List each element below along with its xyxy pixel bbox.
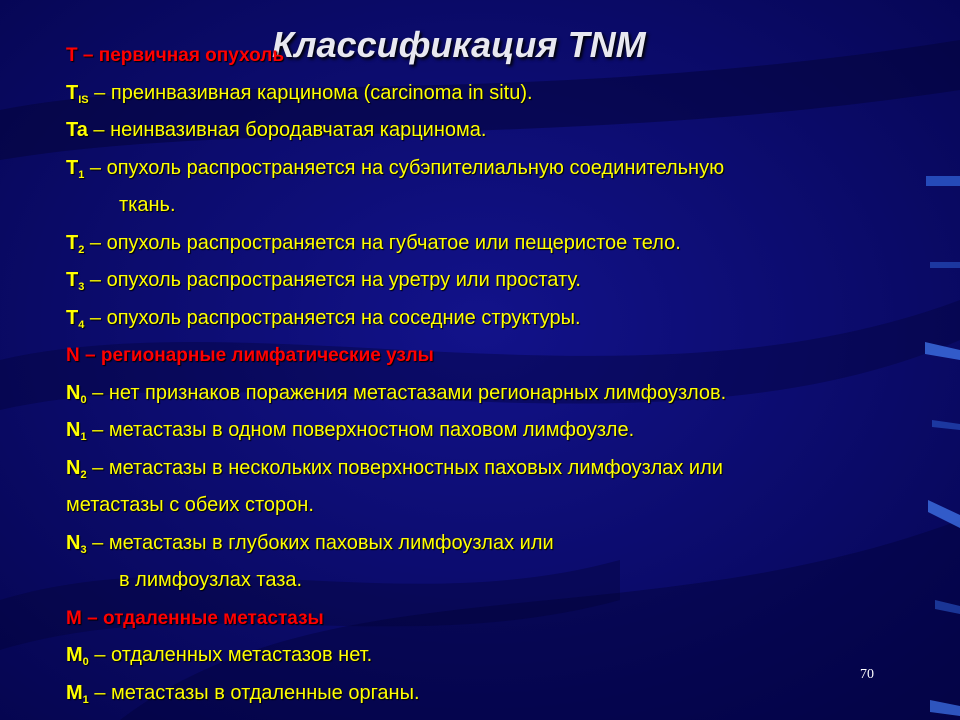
list-item-continuation: метастазы с обеих сторон. xyxy=(66,494,314,516)
stage-code-subscript: 4 xyxy=(78,318,85,331)
stage-code-subscript: 1 xyxy=(80,431,87,443)
stage-description: – метастазы в глубоких паховых лимфоузлах или xyxy=(86,531,554,554)
stage-code-subscript: 0 xyxy=(82,656,89,668)
stage-code-letter: N xyxy=(66,381,81,404)
list-item xyxy=(66,75,916,113)
stage-code-subscript: IS xyxy=(78,93,89,106)
stage-code-letter: M xyxy=(66,681,83,704)
stage-description: – метастазы в нескольких поверхностных паховых лимфоузлах или xyxy=(86,456,723,479)
list-item xyxy=(66,637,916,675)
stage-code xyxy=(66,382,87,404)
stage-code xyxy=(66,419,87,441)
list-item xyxy=(66,150,916,188)
stage-description: – метастазы в одном поверхностном паховом лимфоузле. xyxy=(86,419,635,441)
list-item xyxy=(66,675,916,713)
list-item xyxy=(66,300,916,338)
stage-description: – опухоль распространяется на уретру или простату. xyxy=(84,269,581,291)
stage-description: – метастазы в отдаленные органы. xyxy=(88,681,420,704)
stage-code-letter: T xyxy=(66,269,79,291)
stage-code-letter: T xyxy=(66,156,79,179)
list-item xyxy=(66,525,916,563)
stage-description: – отдаленных метастазов нет. xyxy=(88,644,373,666)
stage-code-subscript: 0 xyxy=(80,393,87,406)
stage-code-letter: N xyxy=(66,531,81,554)
stage-code xyxy=(66,532,87,554)
list-item-continuation: ткань. xyxy=(119,194,176,216)
stage-description: – преинвазивная карцинома (carcinoma in situ). xyxy=(88,81,533,104)
stage-code xyxy=(66,232,84,254)
stage-code-letter: T xyxy=(66,81,79,104)
stage-code-subscript: 3 xyxy=(80,543,87,556)
stage-code xyxy=(66,307,84,329)
stage-description: – нет признаков поражения метастазами регионарных лимфоузлов. xyxy=(86,381,727,404)
slide-title: Классификация TNM xyxy=(272,24,646,65)
stage-code xyxy=(66,157,84,179)
stage-code xyxy=(66,644,89,666)
section-heading: N – регионарные лимфатические узлы xyxy=(66,345,434,366)
list-item xyxy=(66,112,916,150)
list-item xyxy=(66,450,916,488)
stage-code-letter: N xyxy=(66,419,81,441)
stage-code xyxy=(66,682,89,704)
list-item xyxy=(66,225,916,263)
stage-code xyxy=(66,269,84,291)
stage-code-subscript: 2 xyxy=(80,468,87,481)
stage-code-letter: T xyxy=(66,306,79,329)
stage-code-subscript: 1 xyxy=(82,693,89,706)
stage-code xyxy=(66,82,89,104)
list-item xyxy=(66,412,916,450)
stage-description: – опухоль распространяется на субэпителиальную соединительную xyxy=(84,156,725,179)
list-item xyxy=(66,375,916,413)
stage-code xyxy=(66,119,88,141)
section-heading: М – отдаленные метастазы xyxy=(66,607,324,629)
stage-code-subscript: 3 xyxy=(78,281,85,293)
tnm-classification-list xyxy=(66,37,916,712)
stage-code-letter: M xyxy=(66,644,83,666)
stage-description: – опухоль распространяется на губчатое или пещеристое тело. xyxy=(84,231,681,254)
stage-code-letter: Ta xyxy=(66,119,88,141)
list-item xyxy=(66,262,916,300)
list-item-continuation: в лимфоузлах таза. xyxy=(119,569,303,591)
stage-code-letter: N xyxy=(66,456,81,479)
stage-code xyxy=(66,457,87,479)
stage-code-subscript: 1 xyxy=(78,168,85,181)
section-heading: Т – первичная опухоль xyxy=(66,45,285,66)
page-number: 70 xyxy=(860,667,874,682)
stage-description: – опухоль распространяется на соседние структуры. xyxy=(84,306,581,329)
stage-code-letter: T xyxy=(66,231,79,254)
stage-description: – неинвазивная бородавчатая карцинома. xyxy=(87,119,487,141)
stage-code-subscript: 2 xyxy=(78,243,85,256)
